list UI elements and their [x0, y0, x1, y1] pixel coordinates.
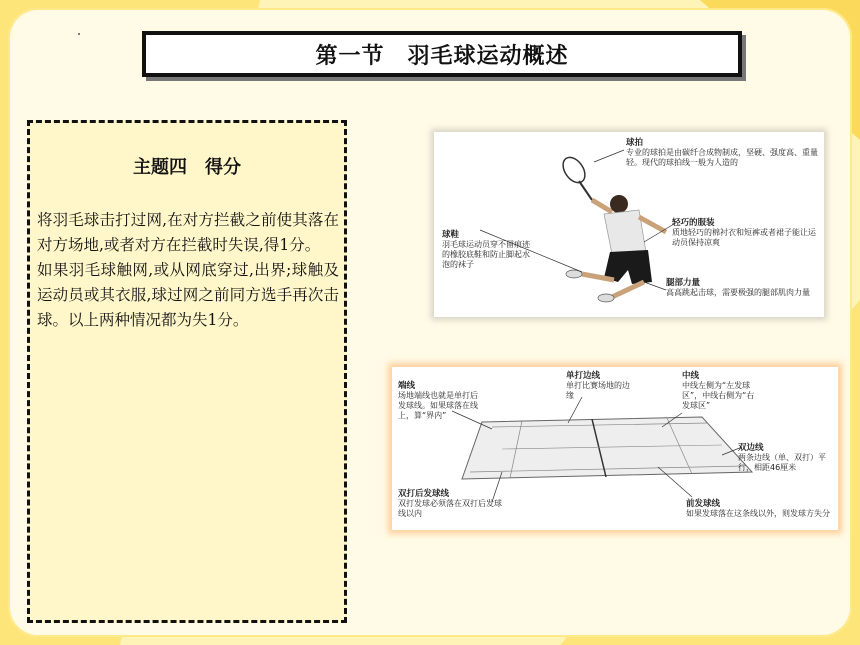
- doubles-back-desc: 双打发球必须落在双打后发球线以内: [398, 499, 502, 518]
- center-line-title: 中线: [682, 371, 700, 381]
- racket-caption-title: 球拍: [626, 138, 644, 148]
- end-line-caption: [398, 381, 484, 421]
- doubles-side-desc: 两条边线（单、双打）平行，相距46厘米: [738, 453, 826, 472]
- center-line-caption: [682, 371, 762, 411]
- singles-side-desc: 单打比赛场地的边缘: [566, 381, 630, 400]
- shoes-caption-title: 球鞋: [442, 230, 460, 240]
- short-service-desc: 如果发球落在这条线以外，则发球方失分: [686, 509, 830, 518]
- legs-caption-title: 腿部力量: [666, 278, 701, 288]
- clothing-caption-desc: 质地轻巧的棉衬衣和短裤或者裙子能让运动员保持凉爽: [672, 228, 816, 247]
- player-equipment-figure: [434, 132, 824, 317]
- racket-caption-desc: 专业的球拍是由碳纤合成物制成，坚硬、强度高、重量轻。现代的球拍线一般为人造的: [626, 148, 818, 167]
- paragraph-2: 如果羽毛球触网,或从网底穿过,出界;球触及运动员或其衣服,球过网之前同方选手再次击球。以上两种情况都为失1分。: [37, 261, 339, 329]
- doubles-back-caption: [398, 489, 508, 519]
- short-service-title: 前发球线: [686, 499, 721, 509]
- topic-body: [37, 208, 339, 333]
- short-service-caption: [686, 499, 836, 519]
- end-line-title: 端线: [398, 381, 416, 391]
- topic-card: [27, 120, 347, 623]
- paragraph-1: 将羽毛球击打过网,在对方拦截之前使其落在对方场地,或者对方在拦截时失误,得1分。: [37, 211, 339, 254]
- racket-caption: [626, 138, 818, 168]
- shoes-caption: [442, 230, 534, 270]
- doubles-side-caption: [738, 443, 834, 473]
- end-line-desc: 场地端线也就是单打后发球线。如果球落在线上，算“界内”: [398, 391, 478, 420]
- doubles-back-title: 双打后发球线: [398, 489, 450, 499]
- shoes-caption-desc: 羽毛球运动员穿不留痕迹的橡胶底鞋和防止脚起水泡的袜子: [442, 240, 530, 269]
- singles-side-title: 单打边线: [566, 371, 601, 381]
- court-diagram-figure: [392, 367, 838, 530]
- topic-heading: 主题四 得分: [133, 157, 241, 178]
- clothing-caption: [672, 218, 818, 248]
- title-banner: [142, 31, 742, 77]
- doubles-side-title: 双边线: [738, 443, 764, 453]
- center-line-desc: 中线左侧为“左发球区”，中线右侧为“右发球区”: [682, 381, 755, 410]
- page-title: 第一节 羽毛球运动概述: [315, 43, 569, 69]
- speck: [78, 33, 80, 35]
- singles-side-caption: [566, 371, 632, 401]
- legs-caption-desc: 高高跳起击球，需要极强的腿部肌肉力量: [666, 288, 810, 297]
- clothing-caption-title: 轻巧的服装: [672, 218, 715, 228]
- legs-caption: [666, 278, 818, 298]
